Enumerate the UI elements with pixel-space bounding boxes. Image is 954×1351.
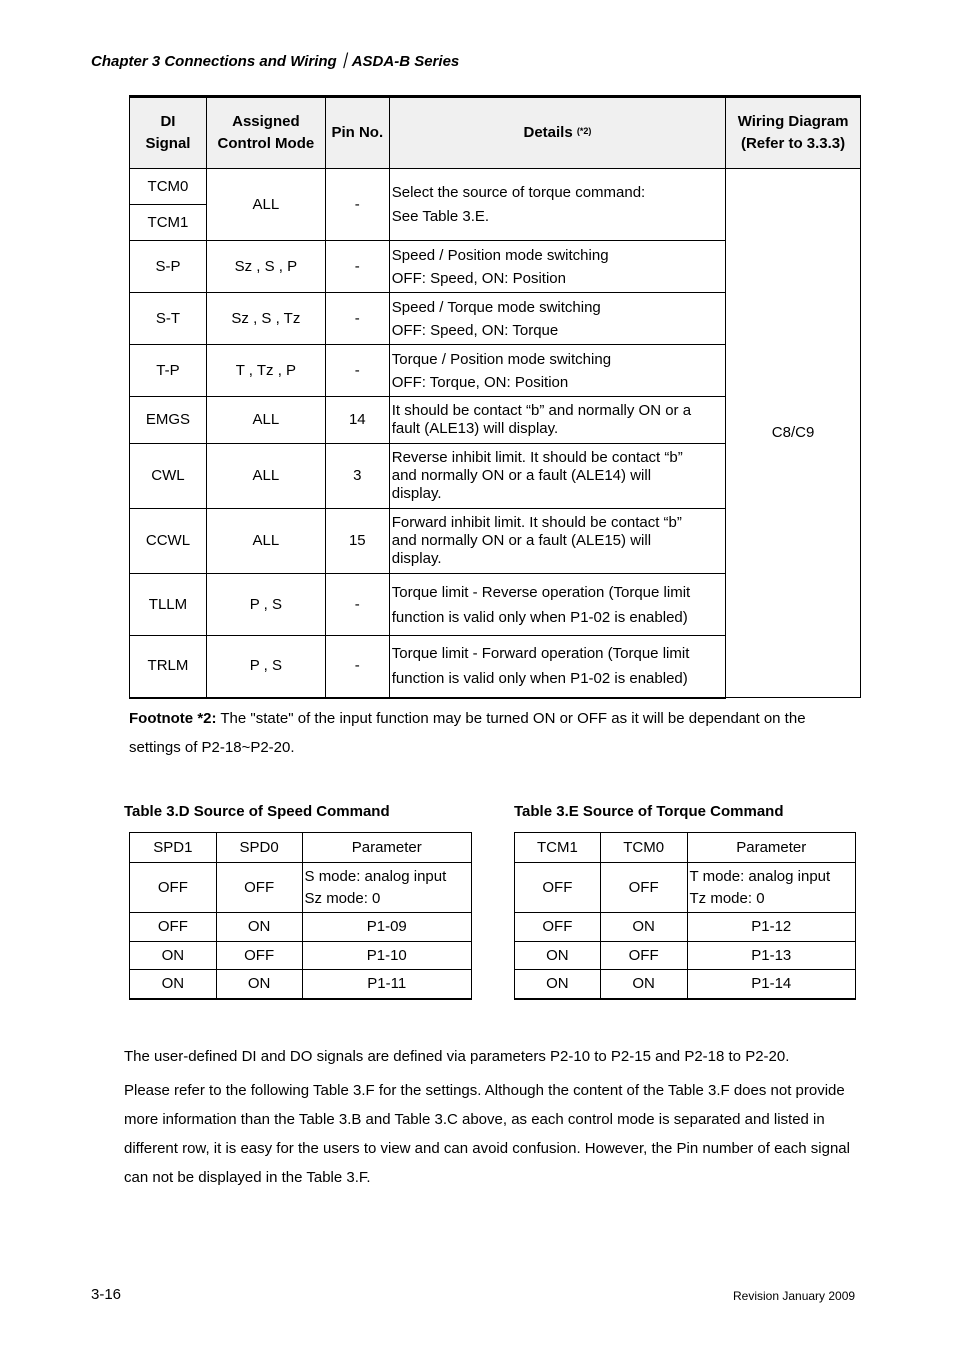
table-cell: P1-11 <box>302 970 471 999</box>
table-cell: OFF <box>216 942 302 970</box>
details-cell: It should be contact “b” and normally ON or a fault (ALE13) will display. <box>389 397 725 444</box>
table-header-row <box>130 833 472 863</box>
signal-cell: EMGS <box>130 397 207 444</box>
details-cell: Torque / Position mode switching OFF: Torque, ON: Position <box>389 345 725 397</box>
table-cell: P1-13 <box>687 942 855 970</box>
header-cell: TCM0 <box>600 833 687 863</box>
header-cell: Parameter <box>687 833 855 863</box>
table-header-row <box>130 97 861 169</box>
table-cell: OFF <box>515 863 601 913</box>
header-cell: SPD0 <box>216 833 302 863</box>
header-cell: SPD1 <box>130 833 217 863</box>
pin-cell: - <box>325 241 389 293</box>
pin-cell: - <box>325 169 389 241</box>
table-cell: OFF <box>600 863 687 913</box>
table-row <box>515 942 856 970</box>
speed-table-caption: Table 3.D Source of Speed Command <box>124 803 390 820</box>
details-cell: Torque limit - Reverse operation (Torque limit function is valid only when P1-02 is enabled) <box>389 574 725 636</box>
header-cell: TCM1 <box>515 833 601 863</box>
table-cell: P1-10 <box>302 942 471 970</box>
pin-cell: - <box>325 293 389 345</box>
signal-cell: S-P <box>130 241 207 293</box>
mode-cell: P , S <box>206 574 325 636</box>
pin-cell: - <box>325 636 389 698</box>
mode-cell: Sz , S , P <box>206 241 325 293</box>
di-signal-table <box>129 95 861 699</box>
signal-cell: TCM0 <box>130 169 207 205</box>
torque-command-table <box>514 832 856 1000</box>
table-cell: ON <box>515 970 601 999</box>
header-wiring-diagram: Wiring Diagram (Refer to 3.3.3) <box>726 97 861 169</box>
header-control-mode: Assigned Control Mode <box>206 97 325 169</box>
table-cell: ON <box>600 970 687 999</box>
table-row <box>515 913 856 942</box>
table-cell: ON <box>130 942 217 970</box>
table-row <box>130 942 472 970</box>
table-cell: ON <box>515 942 601 970</box>
details-cell: Speed / Position mode switching OFF: Speed, ON: Position <box>389 241 725 293</box>
signal-cell: CWL <box>130 444 207 509</box>
table-cell: P1-09 <box>302 913 471 942</box>
signal-cell: TLLM <box>130 574 207 636</box>
table-cell: OFF <box>216 863 302 913</box>
details-cell: Reverse inhibit limit. It should be contact “b” and normally ON or a fault (ALE14) will display. <box>389 444 725 509</box>
table-row <box>130 169 861 205</box>
mode-cell: Sz , S , Tz <box>206 293 325 345</box>
table-cell: OFF <box>130 913 217 942</box>
signal-cell: CCWL <box>130 509 207 574</box>
table-cell: ON <box>130 970 217 999</box>
mode-cell: P , S <box>206 636 325 698</box>
pin-cell: 3 <box>325 444 389 509</box>
mode-cell: T , Tz , P <box>206 345 325 397</box>
speed-command-table <box>129 832 472 1000</box>
details-cell: Forward inhibit limit. It should be contact “b” and normally ON or a fault (ALE15) will display. <box>389 509 725 574</box>
signal-cell: TRLM <box>130 636 207 698</box>
revision-date: Revision January 2009 <box>733 1289 856 1303</box>
pin-cell: - <box>325 345 389 397</box>
header-details: Details $^{(*2)}$ <box>389 97 725 169</box>
signal-cell: T-P <box>130 345 207 397</box>
table-row <box>515 863 856 913</box>
details-cell: Speed / Torque mode switching OFF: Speed, ON: Torque <box>389 293 725 345</box>
pin-cell: 15 <box>325 509 389 574</box>
table-cell: S mode: analog input Sz mode: 0 <box>302 863 471 913</box>
footnote: Footnote *2: The "state" of the input function may be turned ON or OFF as it will be dependant on the settings of P2-18~P2-20. <box>129 710 806 756</box>
signal-cell: S-T <box>130 293 207 345</box>
mode-cell: ALL <box>206 509 325 574</box>
table-row <box>130 913 472 942</box>
table-cell: ON <box>600 913 687 942</box>
details-cell: Select the source of torque command: See Table 3.E. <box>389 169 725 241</box>
mode-cell: ALL <box>206 444 325 509</box>
paragraph-table-3f: Please refer to the following Table 3.F for the settings. Although the content of the Table 3.F does not provide more information than the Table 3.B and Table 3.C above, as each control mode is separated and listed in different row, it is easy for the users to view and can avoid confusion. However, the Pin number of each signal can not be displayed in the Table 3.F. <box>124 1082 850 1186</box>
table-cell: OFF <box>600 942 687 970</box>
table-cell: OFF <box>130 863 217 913</box>
table-cell: P1-14 <box>687 970 855 999</box>
table-row <box>130 970 472 999</box>
header-pin-no: Pin No. <box>325 97 389 169</box>
table-cell: ON <box>216 970 302 999</box>
pin-cell: - <box>325 574 389 636</box>
details-cell: Torque limit - Forward operation (Torque limit function is valid only when P1-02 is enabled) <box>389 636 725 698</box>
header-di-signal: DI Signal <box>130 97 207 169</box>
table-row <box>515 970 856 999</box>
wiring-cell: C8/C9 <box>726 169 861 698</box>
chapter-header: Chapter 3 Connections and Wiring｜ASDA-B Series <box>91 53 460 70</box>
torque-table-caption: Table 3.E Source of Torque Command <box>514 803 784 820</box>
mode-cell: ALL <box>206 169 325 241</box>
pin-cell: 14 <box>325 397 389 444</box>
table-header-row <box>515 833 856 863</box>
signal-cell: TCM1 <box>130 205 207 241</box>
table-cell: P1-12 <box>687 913 855 942</box>
table-cell: OFF <box>515 913 601 942</box>
page-number: 3-16 <box>91 1286 122 1303</box>
table-cell: ON <box>216 913 302 942</box>
header-cell: Parameter <box>302 833 471 863</box>
paragraph-di-do: The user-defined DI and DO signals are defined via parameters P2-10 to P2-15 and P2-18 to P2-20. <box>124 1048 790 1065</box>
table-row <box>130 863 472 913</box>
table-cell: T mode: analog input Tz mode: 0 <box>687 863 855 913</box>
mode-cell: ALL <box>206 397 325 444</box>
